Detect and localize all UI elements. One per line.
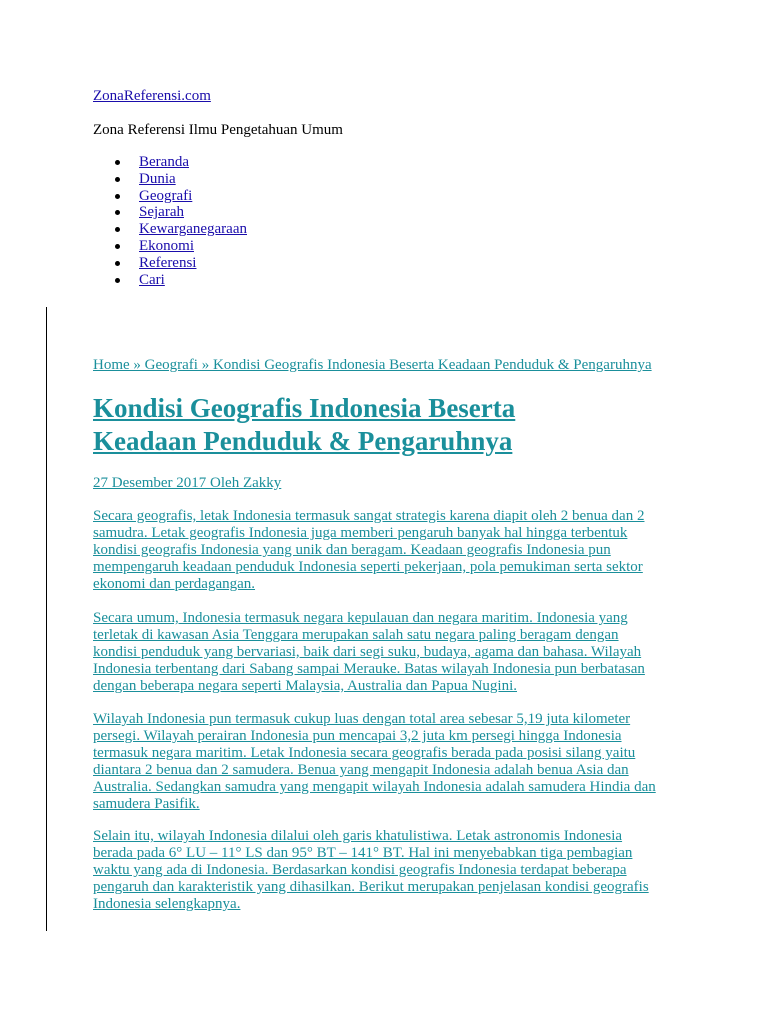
nav-link-cari[interactable]: Cari (139, 271, 165, 288)
paragraph-line: ekonomi dan perdagangan. (93, 576, 256, 592)
paragraph-line: termasuk negara maritim. Letak Indonesia secara geografis berada pada posisi silang yaitu (93, 745, 636, 761)
nav-link-geografi[interactable]: Geografi (139, 187, 193, 204)
paragraph-line: Wilayah Indonesia pun termasuk cukup luas dengan total area sebesar 5,19 juta kilometer (93, 711, 631, 727)
paragraph-line: persegi. Wilayah perairan Indonesia pun mencapai 3,2 juta km persegi hingga Indonesia (93, 728, 622, 744)
title-line: Keadaan Penduduk & Pengaruhnya (93, 426, 513, 456)
bullet-icon (115, 278, 120, 283)
paragraph-line: terletak di kawasan Asia Tenggara merupakan salah satu negara paling beragam dengan (93, 627, 619, 643)
paragraph-line: Selain itu, wilayah Indonesia dilalui oleh garis khatulistiwa. Letak astronomis Indonesia (93, 828, 623, 844)
paragraph-line: kondisi geografis Indonesia yang unik dan beragam. Keadaan geografis Indonesia pun (93, 542, 611, 558)
site-name-link[interactable]: ZonaReferensi.com (93, 88, 211, 104)
paragraph-line: Indonesia selengkapnya. (93, 896, 241, 912)
bullet-icon (115, 194, 120, 199)
bullet-icon (115, 261, 120, 266)
bullet-icon (115, 227, 120, 232)
nav-item-geografi (93, 188, 247, 205)
nav-link-kewarganegaraan[interactable]: Kewarganegaraan (139, 221, 247, 238)
paragraph-line: kondisi penduduk yang bervariasi, baik dari segi suku, budaya, agama dan bahasa. Wilayah (93, 644, 642, 660)
nav-item-dunia (93, 171, 247, 188)
paragraph-line: pengaruh dan karakteristik yang dihasilkan. Berikut merupakan penjelasan kondisi geografis (93, 879, 649, 895)
nav-link-beranda[interactable]: Beranda (139, 154, 189, 170)
paragraph-line: waktu yang ada di Indonesia. Berdasarkan kondisi geografis Indonesia terdapat beberapa (93, 862, 627, 878)
article-paragraph[interactable] (93, 610, 683, 695)
paragraph-line: Australia. Sedangkan samudra yang mengapit wilayah Indonesia adalah samudera Hindia dan (93, 779, 656, 795)
paragraph-line: Secara geografis, letak Indonesia termasuk sangat strategis karena diapit oleh 2 benua dan 2 (93, 508, 645, 524)
nav-item-beranda (93, 154, 247, 171)
site-tagline: Zona Referensi Ilmu Pengetahuan Umum (93, 122, 343, 138)
bullet-icon (115, 244, 120, 249)
article-paragraph[interactable] (93, 508, 683, 593)
article-meta[interactable]: 27 Desember 2017 Oleh Zakky (93, 475, 282, 491)
nav-link-sejarah[interactable]: Sejarah (139, 204, 184, 221)
paragraph-line: samudera Pasifik. (93, 796, 200, 812)
article-paragraph[interactable] (93, 828, 683, 913)
paragraph-line: Secara umum, Indonesia termasuk negara kepulauan dan negara maritim. Indonesia yang (93, 610, 628, 626)
nav-link-referensi[interactable]: Referensi (139, 254, 197, 271)
paragraph-line: dengan beberapa negara seperti Malaysia, Australia dan Papua Nugini. (93, 678, 518, 694)
breadcrumb[interactable]: Home » Geografi » Kondisi Geografis Indonesia Beserta Keadaan Penduduk & Pengaruhnya (93, 357, 652, 373)
article-title[interactable] (93, 392, 693, 458)
nav-item-referensi (93, 255, 247, 272)
paragraph-line: mempengaruh keadaan penduduk Indonesia seperti pekerjaan, pola pemukiman serta sektor (93, 559, 643, 575)
bullet-icon (115, 177, 120, 182)
paragraph-line: berada pada 6° LU – 11° LS dan 95° BT – 141° BT. Hal ini menyebabkan tiga pembagian (93, 845, 633, 861)
nav-item-sejarah (93, 204, 247, 221)
left-margin-rule (46, 307, 47, 931)
nav-link-ekonomi[interactable]: Ekonomi (139, 237, 194, 254)
nav-item-ekonomi (93, 238, 247, 255)
paragraph-line: samudra. Letak geografis Indonesia juga memberi pengaruh banyak hal hingga terbentuk (93, 525, 628, 541)
title-line: Kondisi Geografis Indonesia Beserta (93, 393, 516, 423)
paragraph-line: diantara 2 benua dan 2 samudera. Benua yang mengapit Indonesia adalah benua Asia dan (93, 762, 629, 778)
nav-item-kewarganegaraan (93, 221, 247, 238)
bullet-icon (115, 160, 120, 165)
nav-item-cari (93, 272, 247, 289)
nav-list (93, 154, 247, 288)
bullet-icon (115, 210, 120, 215)
article-paragraph[interactable] (93, 711, 683, 813)
nav-link-dunia[interactable]: Dunia (139, 170, 176, 187)
paragraph-line: Indonesia terbentang dari Sabang sampai Merauke. Batas wilayah Indonesia pun berbatasan (93, 661, 645, 677)
